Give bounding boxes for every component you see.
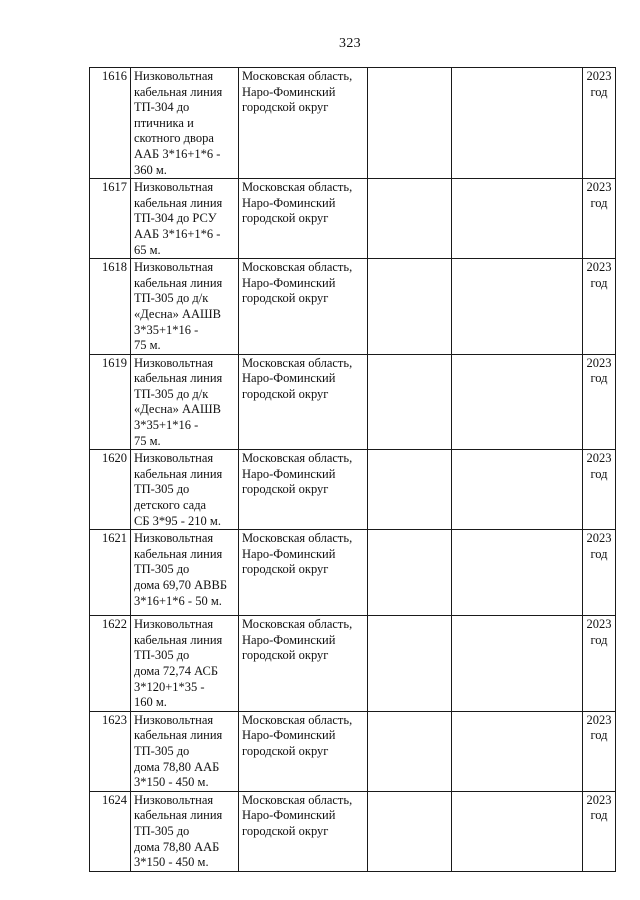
location-line: Наро-Фоминский — [242, 466, 336, 481]
object-name-line: ААБ 3*16+1*6 - — [134, 146, 221, 161]
location-line: городской округ — [242, 823, 329, 838]
object-name-line: птичника и — [134, 115, 194, 130]
location-line: городской округ — [242, 648, 329, 663]
location-line: Наро-Фоминский — [242, 808, 336, 823]
table-row — [90, 179, 616, 259]
location-cell — [239, 68, 368, 179]
year-cell — [583, 711, 616, 791]
object-name-line: дома 72,74 АСБ — [134, 664, 219, 678]
object-name-line: ТП-305 до — [134, 823, 190, 838]
year-cell — [583, 616, 616, 712]
object-name-line: дома 78,80 ААБ — [134, 759, 220, 774]
register-table — [89, 67, 616, 872]
object-name-line: кабельная линия — [134, 466, 223, 481]
object-name-line: Низковольтная — [134, 180, 214, 195]
object-name-line: ТП-305 до д/к — [134, 386, 209, 401]
location-line: городской округ — [242, 291, 329, 306]
row-number-cell: 1620 — [90, 450, 131, 530]
location-cell — [239, 450, 368, 530]
row-number-cell: 1623 — [90, 711, 131, 791]
table-row — [90, 450, 616, 530]
empty-cell — [368, 68, 452, 179]
location-line: городской округ — [242, 482, 329, 497]
location-cell — [239, 259, 368, 355]
empty-cell — [368, 354, 452, 450]
year-value: 2023 — [586, 712, 612, 727]
location-line: Московская область, — [242, 792, 353, 807]
empty-cell — [452, 711, 583, 791]
location-line: городской округ — [242, 100, 329, 115]
object-name-line: 3*120+1*35 - — [134, 679, 205, 694]
location-line: Наро-Фоминский — [242, 632, 336, 647]
empty-cell — [452, 179, 583, 259]
year-unit: год — [590, 728, 608, 743]
object-name-cell — [131, 711, 239, 791]
year-cell — [583, 68, 616, 179]
location-line: городской округ — [242, 562, 329, 577]
object-name-line: Низковольтная — [134, 355, 214, 370]
object-name-line: СБ 3*95 - 210 м. — [134, 513, 221, 528]
year-unit: год — [590, 546, 608, 561]
empty-cell — [452, 259, 583, 355]
location-line: Московская область, — [242, 712, 353, 727]
location-cell — [239, 616, 368, 712]
location-line: городской округ — [242, 743, 329, 758]
year-value: 2023 — [586, 531, 612, 546]
row-number-cell: 1619 — [90, 354, 131, 450]
object-name-line: детского сада — [134, 498, 207, 513]
year-unit: год — [590, 632, 608, 647]
object-name-line: Низковольтная — [134, 451, 214, 466]
year-cell — [583, 179, 616, 259]
object-name-line: 65 м. — [134, 242, 161, 257]
location-line: городской округ — [242, 386, 329, 401]
location-line: Наро-Фоминский — [242, 546, 336, 561]
object-name-line: кабельная линия — [134, 632, 223, 647]
object-name-line: 3*35+1*16 - — [134, 322, 199, 337]
year-value: 2023 — [586, 617, 612, 632]
location-cell — [239, 354, 368, 450]
page-number: 323 — [339, 36, 361, 51]
empty-cell — [452, 450, 583, 530]
location-cell — [239, 711, 368, 791]
table-row — [90, 68, 616, 179]
year-cell — [583, 791, 616, 871]
object-name-line: Низковольтная — [134, 531, 214, 546]
object-name-line: кабельная линия — [134, 84, 223, 99]
location-line: Наро-Фоминский — [242, 84, 336, 99]
year-value: 2023 — [586, 260, 612, 275]
object-name-line: 3*35+1*16 - — [134, 418, 199, 433]
object-name-line: кабельная линия — [134, 371, 223, 386]
object-name-line: кабельная линия — [134, 195, 223, 210]
location-cell — [239, 791, 368, 871]
object-name-line: «Десна» ААШВ — [134, 402, 221, 417]
empty-cell — [368, 179, 452, 259]
location-line: Наро-Фоминский — [242, 275, 336, 290]
object-name-line: кабельная линия — [134, 808, 223, 823]
object-name-line: Низковольтная — [134, 712, 214, 727]
empty-cell — [368, 616, 452, 712]
year-unit: год — [590, 195, 608, 210]
year-cell — [583, 354, 616, 450]
object-name-line: Низковольтная — [134, 792, 214, 807]
object-name-line: ТП-305 до — [134, 743, 190, 758]
object-name-line: ТП-304 до РСУ — [134, 211, 217, 226]
year-unit: год — [590, 84, 608, 99]
location-line: Московская область, — [242, 451, 353, 466]
row-number-cell: 1618 — [90, 259, 131, 355]
object-name-line: 75 м. — [134, 433, 161, 448]
table-row — [90, 530, 616, 616]
year-value: 2023 — [586, 451, 612, 466]
empty-cell — [452, 68, 583, 179]
object-name-line: Низковольтная — [134, 617, 214, 632]
object-name-line: ТП-305 до — [134, 562, 190, 577]
object-name-cell — [131, 179, 239, 259]
empty-cell — [368, 711, 452, 791]
empty-cell — [452, 616, 583, 712]
location-line: Наро-Фоминский — [242, 728, 336, 743]
object-name-cell — [131, 791, 239, 871]
year-unit: год — [590, 808, 608, 823]
object-name-line: Низковольтная — [134, 69, 214, 83]
object-name-line: 3*150 - 450 м. — [134, 855, 209, 870]
object-name-line: ТП-305 до — [134, 648, 190, 663]
empty-cell — [452, 530, 583, 616]
location-line: Московская область, — [242, 180, 353, 195]
year-cell — [583, 450, 616, 530]
object-name-line: 3*16+1*6 - 50 м. — [134, 593, 222, 608]
object-name-line: 3*150 - 450 м. — [134, 775, 209, 790]
year-unit: год — [590, 371, 608, 386]
empty-cell — [368, 791, 452, 871]
table-row — [90, 354, 616, 450]
year-value: 2023 — [586, 69, 612, 83]
register-table-body — [90, 68, 616, 872]
object-name-line: ААБ 3*16+1*6 - — [134, 226, 221, 241]
location-line: Наро-Фоминский — [242, 195, 336, 210]
object-name-line: ТП-305 до д/к — [134, 291, 209, 306]
object-name-cell — [131, 354, 239, 450]
object-name-cell — [131, 259, 239, 355]
empty-cell — [368, 259, 452, 355]
year-value: 2023 — [586, 180, 612, 195]
year-unit: год — [590, 275, 608, 290]
object-name-line: скотного двора — [134, 131, 214, 146]
row-number-cell: 1617 — [90, 179, 131, 259]
table-row — [90, 259, 616, 355]
location-line: городской округ — [242, 211, 329, 226]
location-line: Московская область, — [242, 69, 353, 83]
object-name-line: 160 м. — [134, 695, 167, 710]
table-row — [90, 711, 616, 791]
table-row — [90, 616, 616, 712]
object-name-line: ТП-304 до — [134, 100, 190, 115]
object-name-cell — [131, 450, 239, 530]
object-name-line: кабельная линия — [134, 546, 223, 561]
object-name-line: кабельная линия — [134, 728, 223, 743]
location-line: Московская область, — [242, 355, 353, 370]
location-line: Московская область, — [242, 531, 353, 546]
location-cell — [239, 530, 368, 616]
year-value: 2023 — [586, 792, 612, 807]
row-number-cell: 1622 — [90, 616, 131, 712]
location-line: Наро-Фоминский — [242, 371, 336, 386]
object-name-line: ТП-305 до — [134, 482, 190, 497]
object-name-line: «Десна» ААШВ — [134, 306, 221, 321]
row-number-cell: 1621 — [90, 530, 131, 616]
object-name-line: Низковольтная — [134, 260, 214, 275]
empty-cell — [452, 791, 583, 871]
location-cell — [239, 179, 368, 259]
object-name-line: дома 78,80 ААБ — [134, 839, 220, 854]
row-number-cell: 1624 — [90, 791, 131, 871]
year-cell — [583, 259, 616, 355]
object-name-cell — [131, 616, 239, 712]
location-line: Московская область, — [242, 617, 353, 632]
year-cell — [583, 530, 616, 616]
location-line: Московская область, — [242, 260, 353, 275]
table-row — [90, 791, 616, 871]
row-number-cell: 1616 — [90, 68, 131, 179]
empty-cell — [368, 450, 452, 530]
object-name-line: 360 м. — [134, 162, 167, 177]
year-unit: год — [590, 466, 608, 481]
object-name-line: 75 м. — [134, 338, 161, 353]
year-value: 2023 — [586, 355, 612, 370]
object-name-line: дома 69,70 АВВБ — [134, 578, 227, 592]
object-name-cell — [131, 530, 239, 616]
empty-cell — [368, 530, 452, 616]
empty-cell — [452, 354, 583, 450]
object-name-line: кабельная линия — [134, 275, 223, 290]
object-name-cell — [131, 68, 239, 179]
